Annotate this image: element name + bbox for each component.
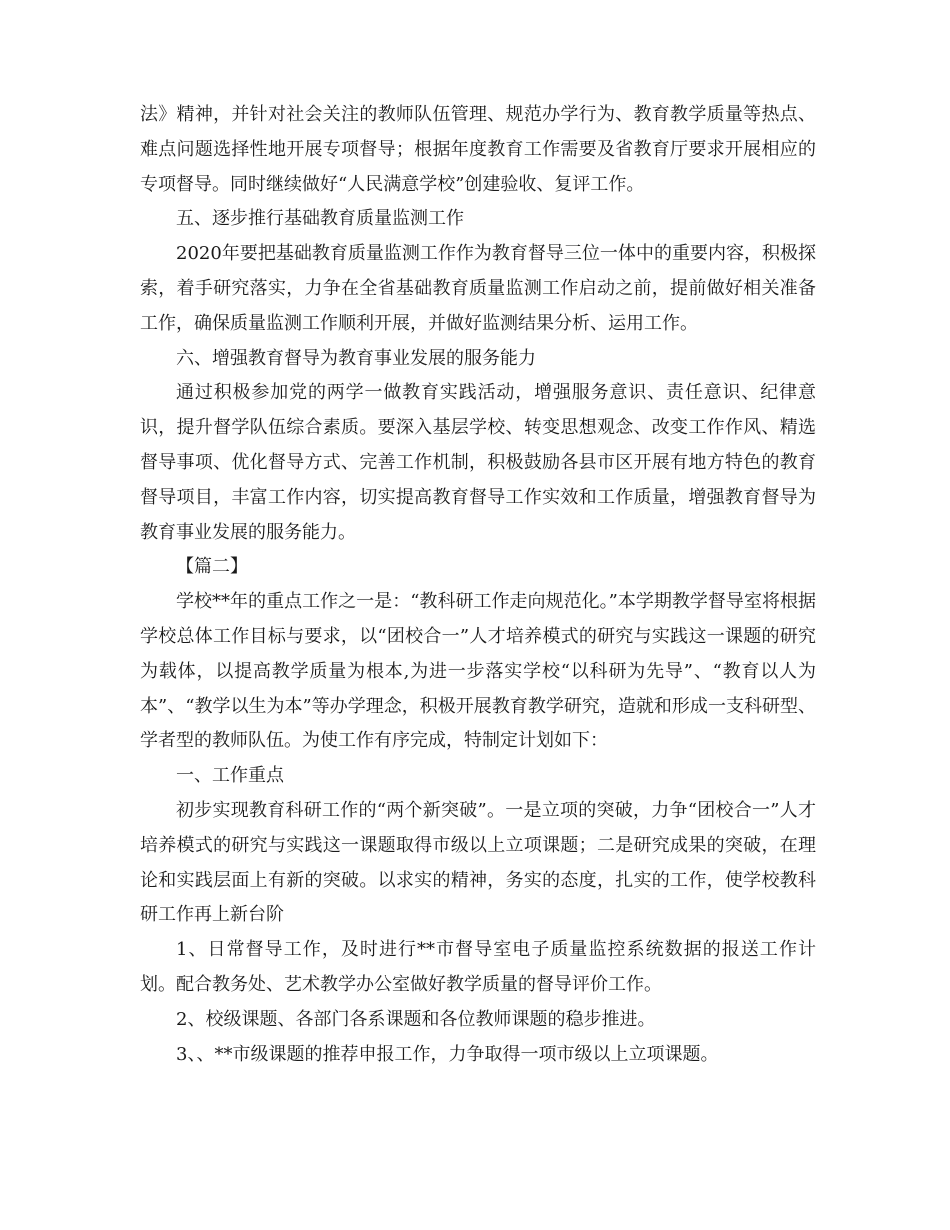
list-item-3: 3、、**市级课题的推荐申报工作，力争取得一项市级以上立项课题。 — [176, 1043, 719, 1065]
list-item-2: 2、校级课题、各部门各系课题和各位教师课题的稳步推进。 — [176, 1008, 656, 1030]
paragraph-school-focus: 学校**年的重点工作之一是：“教科研工作走向规范化。”本学期教学督导室将根据学校总体工作目标与要求，以“团校合一”人才培养模式的研究与实践这一课题的研究为载体，以提高教学质量为根本,为进一步落实学校“以科研为先导”、“教育以人为本”、“教学以生为本”等办学理念，积极开展教育教学研究，造就和形成一支科研型、学者型的教师队伍。为使工作有序完成，特制定计划如下： — [140, 591, 816, 752]
section-heading-5: 五、逐步推行基础教育质量监测工作 — [176, 208, 464, 230]
paragraph-continuation: 法》精神，并针对社会关注的教师队伍管理、规范办学行为、教育教学质量等热点、难点问题选择性地开展专项督导；根据年度教育工作需要及省教育厅要求开展相应的专项督导。同时继续做好“人民满意学校”创建验收、复评工作。 — [140, 104, 816, 195]
section-heading-6: 六、增强教育督导为教育事业发展的服务能力 — [176, 347, 536, 369]
document-page — [140, 98, 816, 1072]
list-item-1: 1、日常督导工作，及时进行**市督导室电子质量监控系统数据的报送工作计划。配合教务处、艺术教学办公室做好教学质量的督导评价工作。 — [140, 939, 816, 995]
part-two-heading: 【篇二】 — [176, 556, 248, 578]
section-heading-work-focus: 一、工作重点 — [176, 765, 284, 787]
paragraph-service-ability: 通过积极参加党的两学一做教育实践活动，增强服务意识、责任意识、纪律意识，提升督学队伍综合素质。要深入基层学校、转变思想观念、改变工作作风、精选督导事项、优化督导方式、完善工作机制，积极鼓励各县市区开展有地方特色的教育督导项目，丰富工作内容，切实提高教育督导工作实效和工作质量，增强教育督导为教育事业发展的服务能力。 — [140, 382, 816, 543]
paragraph-quality-monitoring: 2020年要把基础教育质量监测工作作为教育督导三位一体中的重要内容，积极探索，着手研究落实，力争在全省基础教育质量监测工作启动之前，提前做好相关准备工作，确保质量监测工作顺利开展，并做好监测结果分析、运用工作。 — [140, 243, 816, 334]
paragraph-two-breakthroughs: 初步实现教育科研工作的“两个新突破”。一是立项的突破，力争“团校合一”人才培养模式的研究与实践这一课题取得市级以上立项课题；二是研究成果的突破，在理论和实践层面上有新的突破。以求实的精神，务实的态度，扎实的工作，使学校教科研工作再上新台阶 — [140, 799, 816, 926]
